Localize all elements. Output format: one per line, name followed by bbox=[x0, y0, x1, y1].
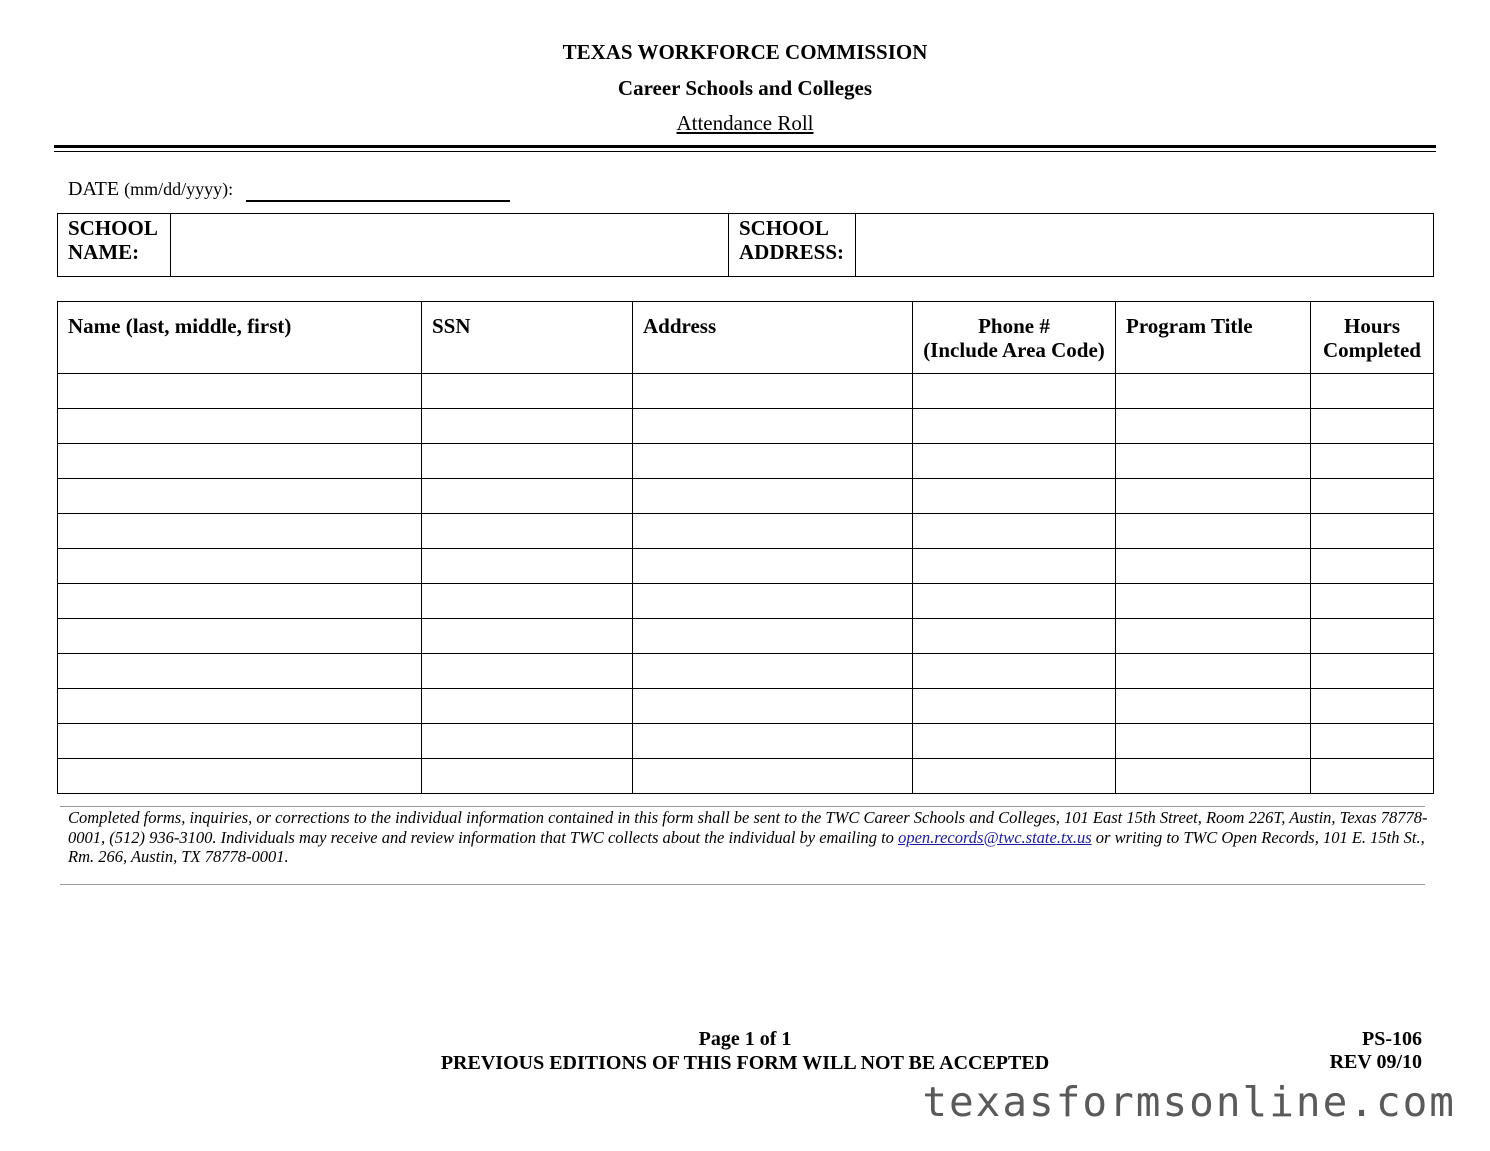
column-header-ssn: SSN bbox=[422, 302, 633, 374]
cell-ssn[interactable] bbox=[422, 654, 633, 689]
cell-phone[interactable] bbox=[913, 619, 1116, 654]
date-label-text: DATE bbox=[68, 178, 120, 200]
column-header-program-title: Program Title bbox=[1116, 302, 1311, 374]
date-input-line[interactable] bbox=[246, 200, 510, 202]
cell-ssn[interactable] bbox=[422, 759, 633, 794]
column-header-phone: Phone # (Include Area Code) bbox=[913, 302, 1116, 374]
cell-ssn[interactable] bbox=[422, 409, 633, 444]
watermark: texasformsonline.com bbox=[922, 1078, 1456, 1126]
header-rule-thin bbox=[54, 151, 1436, 152]
table-row bbox=[58, 584, 1434, 619]
cell-program-title[interactable] bbox=[1116, 479, 1311, 514]
attendance-roll-table bbox=[57, 301, 1434, 794]
form-number: PS-106 bbox=[1362, 1028, 1422, 1050]
cell-name[interactable] bbox=[58, 759, 422, 794]
cell-phone[interactable] bbox=[913, 584, 1116, 619]
table-row bbox=[58, 654, 1434, 689]
table-header-row bbox=[58, 302, 1434, 374]
cell-hours-completed[interactable] bbox=[1311, 409, 1434, 444]
cell-program-title[interactable] bbox=[1116, 514, 1311, 549]
cell-phone[interactable] bbox=[913, 549, 1116, 584]
table-row bbox=[58, 619, 1434, 654]
form-revision: REV 09/10 bbox=[1329, 1051, 1422, 1073]
cell-program-title[interactable] bbox=[1116, 409, 1311, 444]
table-row bbox=[58, 689, 1434, 724]
table-row bbox=[58, 479, 1434, 514]
cell-hours-completed[interactable] bbox=[1311, 514, 1434, 549]
cell-address[interactable] bbox=[633, 374, 913, 409]
cell-program-title[interactable] bbox=[1116, 374, 1311, 409]
cell-name[interactable] bbox=[58, 444, 422, 479]
cell-hours-completed[interactable] bbox=[1311, 479, 1434, 514]
cell-name[interactable] bbox=[58, 654, 422, 689]
cell-hours-completed[interactable] bbox=[1311, 444, 1434, 479]
cell-phone[interactable] bbox=[913, 479, 1116, 514]
cell-ssn[interactable] bbox=[422, 374, 633, 409]
cell-program-title[interactable] bbox=[1116, 549, 1311, 584]
cell-ssn[interactable] bbox=[422, 584, 633, 619]
cell-address[interactable] bbox=[633, 514, 913, 549]
school-name-label: SCHOOL NAME: bbox=[58, 214, 171, 277]
cell-phone[interactable] bbox=[913, 689, 1116, 724]
header-rule-thick bbox=[54, 145, 1436, 148]
table-row bbox=[58, 514, 1434, 549]
notice-top-rule bbox=[60, 806, 1425, 807]
cell-name[interactable] bbox=[58, 549, 422, 584]
table-row bbox=[58, 549, 1434, 584]
cell-hours-completed[interactable] bbox=[1311, 619, 1434, 654]
cell-name[interactable] bbox=[58, 514, 422, 549]
cell-ssn[interactable] bbox=[422, 724, 633, 759]
cell-address[interactable] bbox=[633, 584, 913, 619]
cell-hours-completed[interactable] bbox=[1311, 374, 1434, 409]
cell-ssn[interactable] bbox=[422, 549, 633, 584]
cell-hours-completed[interactable] bbox=[1311, 549, 1434, 584]
cell-address[interactable] bbox=[633, 759, 913, 794]
cell-phone[interactable] bbox=[913, 654, 1116, 689]
cell-program-title[interactable] bbox=[1116, 759, 1311, 794]
cell-hours-completed[interactable] bbox=[1311, 724, 1434, 759]
cell-phone[interactable] bbox=[913, 374, 1116, 409]
table-row bbox=[58, 759, 1434, 794]
cell-address[interactable] bbox=[633, 724, 913, 759]
date-format-hint: (mm/dd/yyyy): bbox=[124, 179, 234, 199]
column-header-name: Name (last, middle, first) bbox=[58, 302, 422, 374]
cell-phone[interactable] bbox=[913, 759, 1116, 794]
division-title: Career Schools and Colleges bbox=[617, 76, 873, 100]
table-row bbox=[58, 444, 1434, 479]
cell-phone[interactable] bbox=[913, 444, 1116, 479]
school-name-field[interactable] bbox=[171, 214, 729, 277]
cell-name[interactable] bbox=[58, 479, 422, 514]
cell-address[interactable] bbox=[633, 549, 913, 584]
cell-phone[interactable] bbox=[913, 409, 1116, 444]
cell-address[interactable] bbox=[633, 479, 913, 514]
cell-program-title[interactable] bbox=[1116, 619, 1311, 654]
cell-ssn[interactable] bbox=[422, 689, 633, 724]
cell-program-title[interactable] bbox=[1116, 724, 1311, 759]
cell-name[interactable] bbox=[58, 724, 422, 759]
cell-address[interactable] bbox=[633, 409, 913, 444]
cell-phone[interactable] bbox=[913, 724, 1116, 759]
cell-ssn[interactable] bbox=[422, 444, 633, 479]
cell-ssn[interactable] bbox=[422, 514, 633, 549]
cell-name[interactable] bbox=[58, 584, 422, 619]
column-header-hours-completed: Hours Completed bbox=[1311, 302, 1434, 374]
column-header-address: Address bbox=[633, 302, 913, 374]
cell-program-title[interactable] bbox=[1116, 444, 1311, 479]
school-address-field[interactable] bbox=[856, 214, 1434, 277]
cell-hours-completed[interactable] bbox=[1311, 584, 1434, 619]
previous-editions-warning: PREVIOUS EDITIONS OF THIS FORM WILL NOT BE ACCEPTED bbox=[440, 1052, 1050, 1074]
cell-program-title[interactable] bbox=[1116, 689, 1311, 724]
cell-address[interactable] bbox=[633, 444, 913, 479]
table-row bbox=[58, 409, 1434, 444]
form-title: Attendance Roll bbox=[676, 111, 814, 135]
cell-address[interactable] bbox=[633, 619, 913, 654]
privacy-notice: Completed forms, inquiries, or corrections to the individual information contained in this form shall be sent to the TWC Career Schools and Colleges, 101 East 15th Street, Room 226T, Austin, Texas 78778-0001, (512) 936-3100. Individuals may receive and review information that TWC collects about the individual by emailing to open.records@twc.state.tx.us or writing to TWC Open Records, 101 E. 15th St., Rm. 266, Austin, TX 78778-0001. bbox=[68, 808, 1428, 866]
cell-hours-completed[interactable] bbox=[1311, 759, 1434, 794]
cell-name[interactable] bbox=[58, 409, 422, 444]
cell-address[interactable] bbox=[633, 689, 913, 724]
notice-bottom-rule bbox=[60, 884, 1425, 885]
form-number-block bbox=[1330, 1028, 1422, 1074]
page-number: Page 1 of 1 bbox=[698, 1028, 792, 1050]
agency-title: TEXAS WORKFORCE COMMISSION bbox=[562, 40, 928, 64]
table-row bbox=[58, 724, 1434, 759]
cell-hours-completed[interactable] bbox=[1311, 654, 1434, 689]
open-records-email-link[interactable]: open.records@twc.state.tx.us bbox=[898, 827, 1092, 847]
cell-name[interactable] bbox=[58, 689, 422, 724]
cell-program-title[interactable] bbox=[1116, 584, 1311, 619]
cell-name[interactable] bbox=[58, 619, 422, 654]
date-label bbox=[68, 178, 233, 201]
school-address-label: SCHOOL ADDRESS: bbox=[729, 214, 856, 277]
cell-phone[interactable] bbox=[913, 514, 1116, 549]
cell-ssn[interactable] bbox=[422, 479, 633, 514]
cell-name[interactable] bbox=[58, 374, 422, 409]
table-row bbox=[58, 374, 1434, 409]
school-info-table bbox=[57, 213, 1434, 277]
cell-ssn[interactable] bbox=[422, 619, 633, 654]
cell-address[interactable] bbox=[633, 654, 913, 689]
cell-program-title[interactable] bbox=[1116, 654, 1311, 689]
cell-hours-completed[interactable] bbox=[1311, 689, 1434, 724]
